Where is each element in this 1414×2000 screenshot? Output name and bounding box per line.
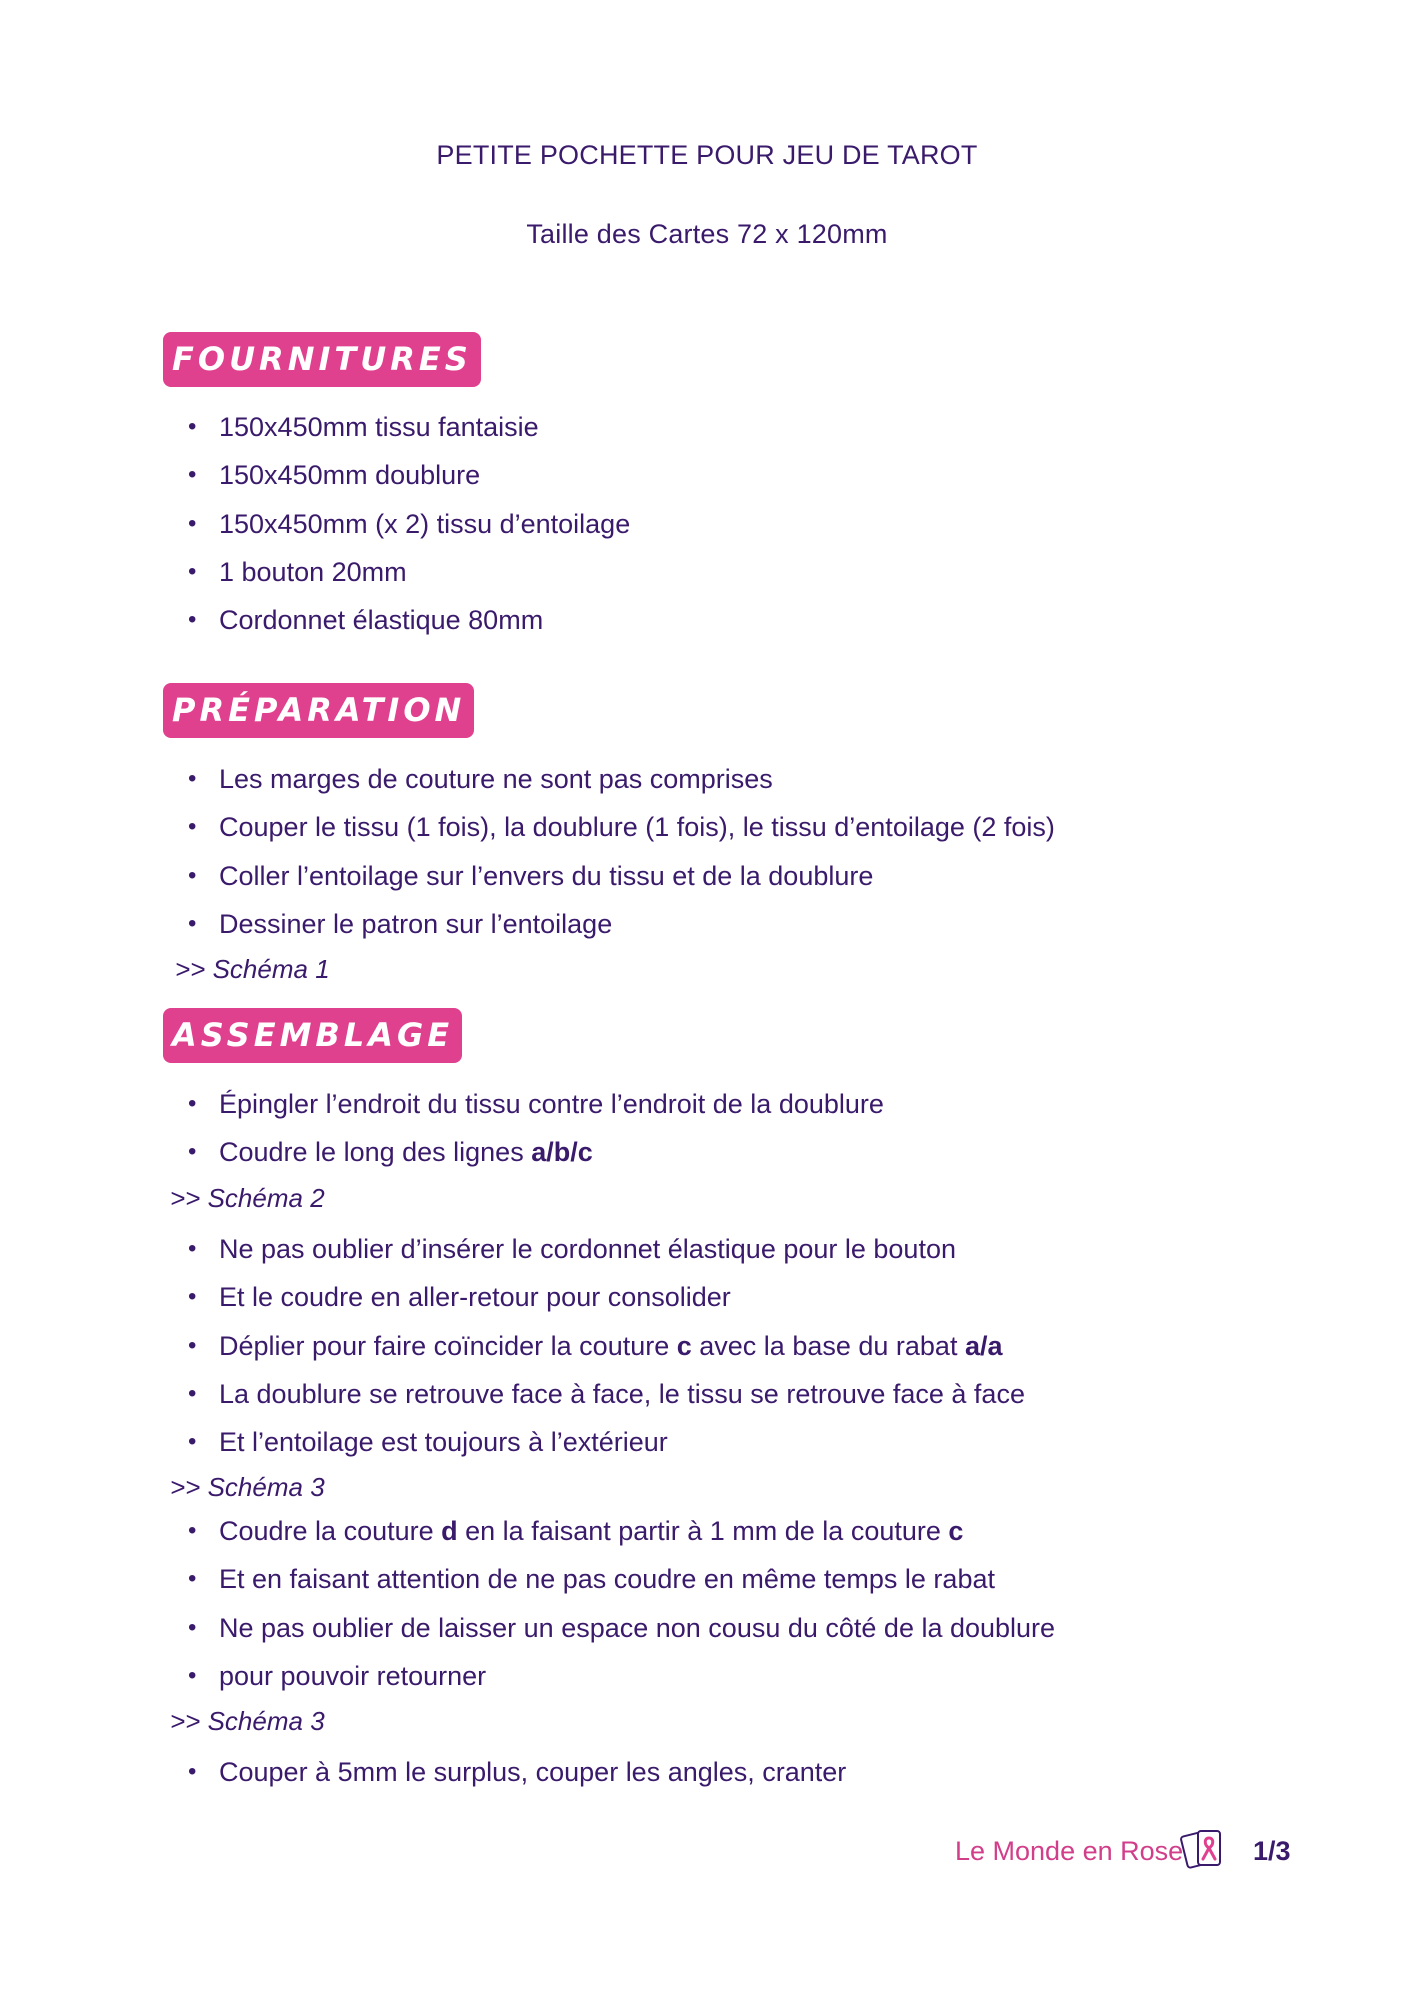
bullet-icon: • [188,509,197,537]
page-number: 1/3 [1253,1836,1291,1866]
preparation-list [185,755,1285,948]
list-item [185,548,1285,596]
bullet-icon: • [188,1090,197,1117]
list-item [185,900,1285,948]
bullet-icon: • [188,1235,197,1262]
list-item-text: avec la base du rabat [691,1330,965,1361]
bullet-icon: • [188,1613,197,1641]
bullet-icon: • [188,909,197,937]
fournitures-list [185,403,1285,644]
bullet-icon: • [188,1758,197,1785]
document-subtitle: Taille des Cartes 72 x 120mm [526,219,888,249]
seam-label: a/a [964,1330,1003,1361]
list-item-text: Et en faisant attention de ne pas coudre en même temps le rabat [219,1564,995,1595]
assemblage-list-1 [185,1080,1285,1177]
list-item [185,1418,1285,1466]
list-item-text: Cordonnet élastique 80mm [219,605,544,636]
seam-label: c [676,1330,692,1361]
bullet-icon: • [188,1428,197,1456]
list-item-text: Dessiner le patron sur l’entoilage [219,908,613,939]
list-item-text: Et le coudre en aller-retour pour consolider [219,1282,731,1313]
list-item-text: 150x450mm (x 2) tissu d’entoilage [219,508,631,539]
bullet-icon: • [188,606,197,634]
section-heading-preparation: PRÉPARATION [163,683,474,738]
list-item [185,1225,1285,1273]
bullet-icon: • [188,1379,197,1407]
list-item-text: Épingler l’endroit du tissu contre l’endroit de la doublure [219,1089,884,1119]
schema-reference: >> Schéma 2 [170,1183,325,1213]
bullet-icon: • [188,813,197,841]
list-item-text: Les marges de couture ne sont pas comprises [219,764,773,794]
bullet-icon: • [188,765,197,792]
bullet-icon: • [188,1661,197,1689]
list-item-text: Couper le tissu (1 fois), la doublure (1 fois), le tissu d’entoilage (2 fois) [219,812,1055,843]
bullet-icon: • [188,861,197,889]
list-item-text: en la faisant partir à 1 mm de la couture [457,1516,949,1546]
list-item [185,1273,1285,1321]
list-item [185,500,1285,548]
list-item-text: Coudre le long des lignes [219,1137,532,1168]
schema-reference: >> Schéma 1 [175,954,330,984]
list-item-text: Coudre la couture [219,1516,442,1546]
list-item [185,1507,1285,1555]
list-item [185,1748,1285,1796]
bullet-icon: • [188,1283,197,1311]
section-heading-fournitures: FOURNITURES [163,332,481,387]
bullet-icon: • [188,1331,197,1359]
tarot-cards-ribbon-icon [1180,1826,1226,1877]
schema-reference: >> Schéma 3 [170,1706,325,1736]
seam-label: d [441,1516,458,1546]
section-heading-assemblage: ASSEMBLAGE [163,1008,462,1063]
list-item [185,1370,1285,1418]
bullet-icon: • [188,557,197,585]
footer-brand: Le Monde en Rose [955,1836,1184,1866]
list-item-text: 150x450mm doublure [219,460,481,491]
list-item-text: pour pouvoir retourner [219,1660,487,1691]
assemblage-list-4 [185,1748,1285,1796]
assemblage-list-2 [185,1225,1285,1466]
list-item [185,755,1285,803]
list-item [185,1555,1285,1603]
list-item [185,803,1285,851]
list-item [185,1128,1285,1176]
document-title: PETITE POCHETTE POUR JEU DE TAROT [436,140,978,170]
list-item-text: 1 bouton 20mm [219,556,407,587]
list-item [185,1080,1285,1128]
list-item-text: Couper à 5mm le surplus, couper les angles, cranter [219,1757,847,1787]
list-item [185,852,1285,900]
list-item [185,1604,1285,1652]
assemblage-list-3 [185,1507,1285,1700]
list-item-text: Ne pas oublier d’insérer le cordonnet élastique pour le bouton [219,1234,956,1264]
bullet-icon: • [188,1138,197,1166]
list-item-text: Ne pas oublier de laisser un espace non cousu du côté de la doublure [219,1612,1056,1643]
list-item [185,403,1285,451]
bullet-icon: • [188,1517,197,1544]
bullet-icon: • [188,413,197,440]
bullet-icon: • [188,1565,197,1593]
list-item [185,596,1285,644]
list-item-text: La doublure se retrouve face à face, le tissu se retrouve face à face [219,1378,1025,1409]
list-item-text: 150x450mm tissu fantaisie [219,412,539,442]
schema-reference: >> Schéma 3 [170,1472,325,1502]
list-item [185,451,1285,499]
list-item-text: Déplier pour faire coïncider la couture [219,1330,677,1361]
list-item-text: Et l’entoilage est toujours à l’extérieur [219,1427,668,1458]
seam-label: a/b/c [531,1137,593,1168]
list-item [185,1652,1285,1700]
bullet-icon: • [188,461,197,489]
list-item [185,1322,1285,1370]
seam-label: c [948,1516,964,1546]
list-item-text: Coller l’entoilage sur l’envers du tissu et de la doublure [219,860,874,891]
